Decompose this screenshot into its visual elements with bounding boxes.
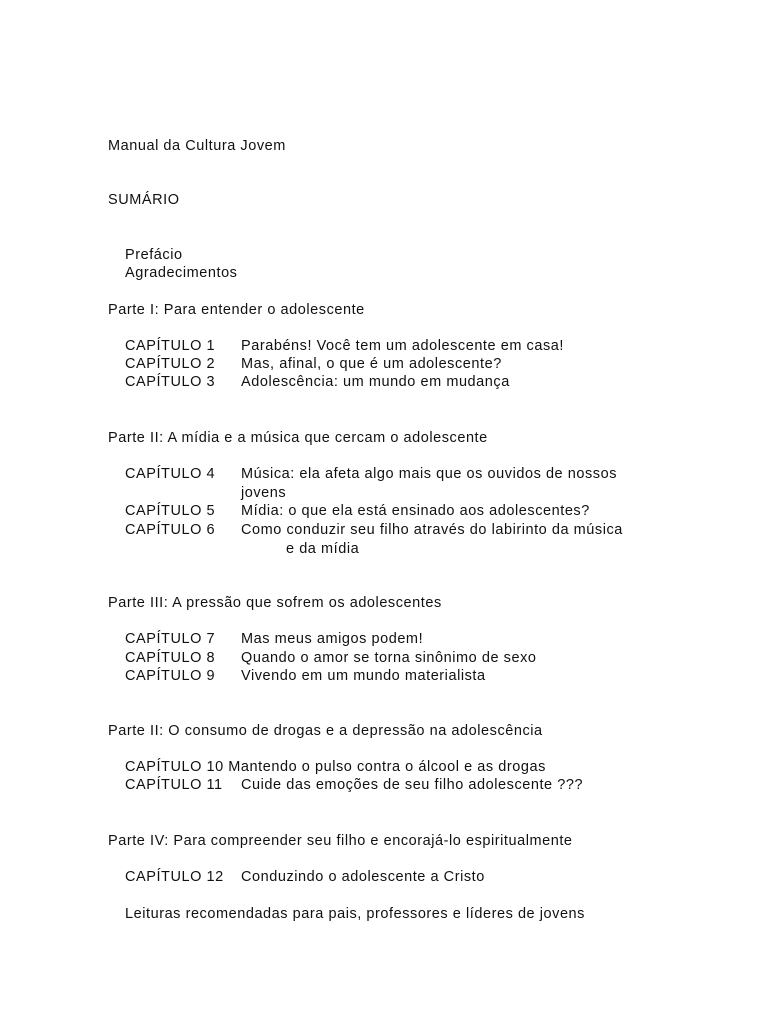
summary-heading: SUMÁRIO	[108, 192, 180, 208]
chapter-title: Quando o amor se torna sinônimo de sexo	[241, 650, 537, 666]
front-matter-acknowledgements: Agradecimentos	[125, 265, 238, 281]
chapter-label: CAPÍTULO 11	[125, 777, 223, 793]
part-heading: Parte I: Para entender o adolescente	[108, 302, 365, 318]
front-matter-preface: Prefácio	[125, 247, 183, 263]
chapter-title: Conduzindo o adolescente a Cristo	[241, 869, 485, 885]
chapter-label: CAPÍTULO 3	[125, 374, 216, 390]
document-title: Manual da Cultura Jovem	[108, 138, 286, 154]
chapter-title: Música: ela afeta algo mais que os ouvidos de nossos	[241, 466, 617, 482]
chapter-label: CAPÍTULO 2	[125, 356, 216, 372]
chapter-title: Adolescência: um mundo em mudança	[241, 374, 510, 390]
chapter-label: CAPÍTULO 4	[125, 466, 216, 482]
chapter-label: CAPÍTULO 1	[125, 338, 216, 354]
part-heading: Parte IV: Para compreender seu filho e encorajá-lo espiritualmente	[108, 833, 573, 849]
chapter-title: Mídia: o que ela está ensinado aos adolescentes?	[241, 503, 590, 519]
chapter-title: Mas, afinal, o que é um adolescente?	[241, 356, 502, 372]
chapter-title: Vivendo em um mundo materialista	[241, 668, 486, 684]
chapter-title: Mas meus amigos podem!	[241, 631, 424, 647]
part-heading: Parte II: A mídia e a música que cercam o adolescente	[108, 430, 488, 446]
chapter-label: CAPÍTULO 8	[125, 650, 216, 666]
recommended-reading: Leituras recomendadas para pais, professores e líderes de jovens	[125, 906, 585, 922]
part-heading: Parte III: A pressão que sofrem os adolescentes	[108, 595, 442, 611]
chapter-label: CAPÍTULO 6	[125, 522, 216, 538]
chapter-title-continuation: jovens	[241, 485, 287, 501]
chapter-title-continuation: e da mídia	[286, 541, 360, 557]
chapter-title: Cuide das emoções de seu filho adolescente ???	[241, 777, 584, 793]
chapter-label: CAPÍTULO 12	[125, 869, 224, 885]
part-heading: Parte II: O consumo de drogas e a depressão na adolescência	[108, 723, 543, 739]
chapter-label: CAPÍTULO 7	[125, 631, 216, 647]
chapter-label: CAPÍTULO 9	[125, 668, 216, 684]
chapter-line: CAPÍTULO 10 Mantendo o pulso contra o álcool e as drogas	[125, 759, 546, 775]
chapter-title: Como conduzir seu filho através do labirinto da música	[241, 522, 623, 538]
chapter-title: Parabéns! Você tem um adolescente em casa!	[241, 338, 564, 354]
chapter-label: CAPÍTULO 5	[125, 503, 216, 519]
